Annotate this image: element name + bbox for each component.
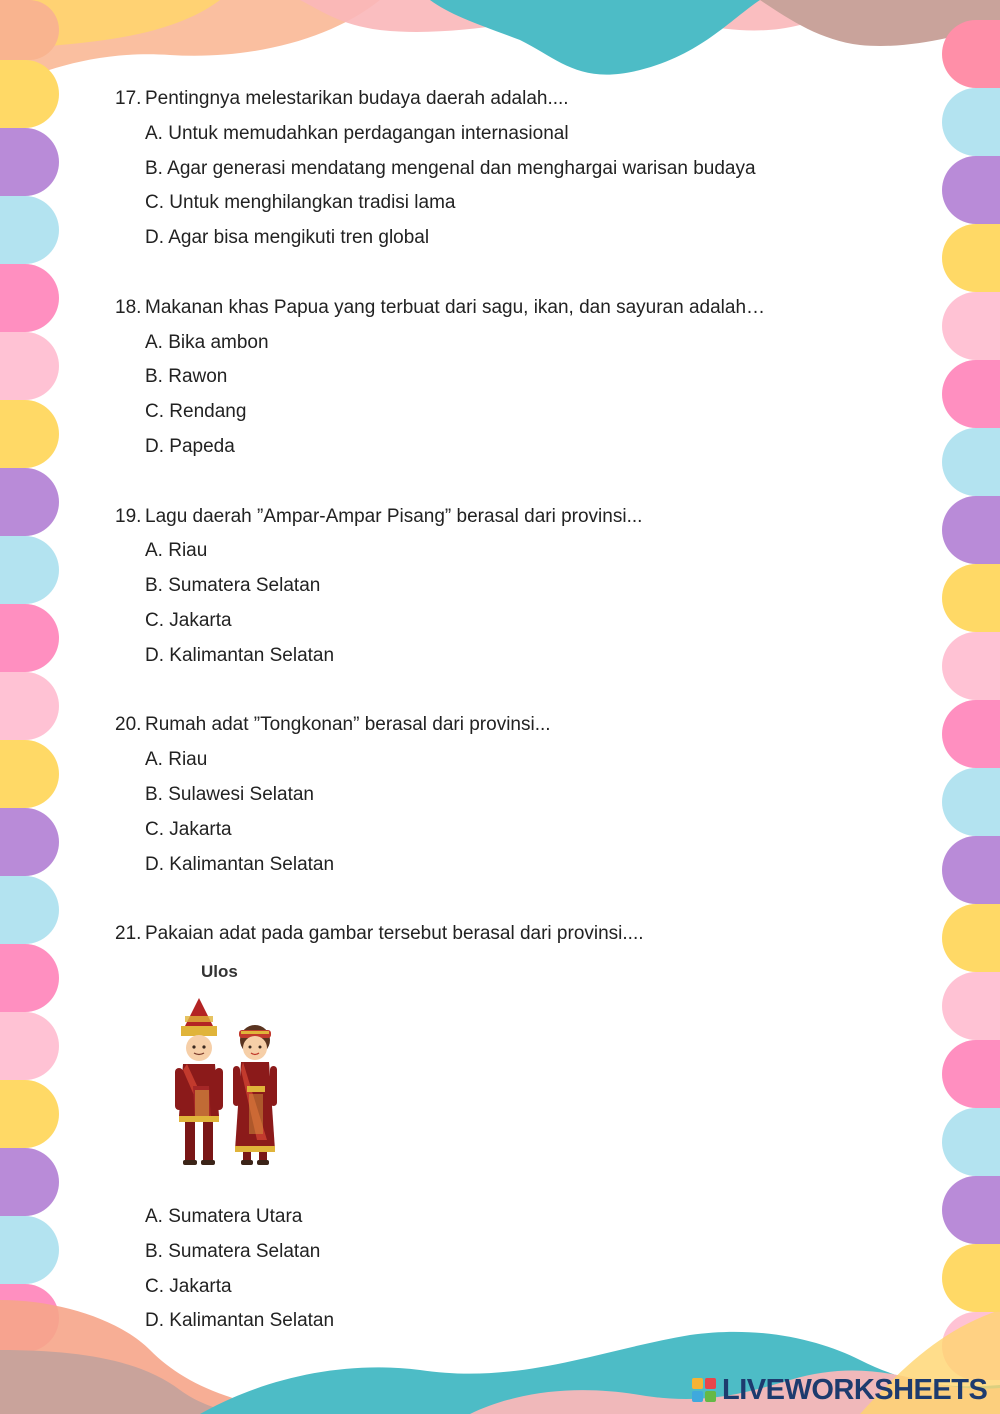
- liveworksheets-logo-icon: [692, 1378, 716, 1402]
- question-row: [115, 500, 915, 535]
- top-wave-teal: [430, 0, 760, 75]
- question-text: Pakaian adat pada gambar tersebut berasal dari provinsi....: [145, 923, 644, 945]
- option-b[interactable]: B. Agar generasi mendatang mengenal dan menghargai warisan budaya: [145, 157, 756, 179]
- question-text: Pentingnya melestarikan budaya daerah adalah....: [145, 88, 569, 109]
- question-number: 20.: [115, 714, 142, 736]
- option-b[interactable]: B. Sumatera Selatan: [145, 575, 321, 597]
- question-18: [115, 291, 915, 465]
- option-c[interactable]: C. Jakarta: [145, 609, 232, 631]
- question-row: [115, 82, 915, 117]
- question-21: [115, 917, 915, 1339]
- question-row: [115, 917, 915, 952]
- left-pill-column: [0, 0, 59, 1414]
- question-text: Makanan khas Papua yang terbuat dari sagu, ikan, dan sayuran adalah…: [145, 296, 766, 318]
- option-a[interactable]: A. Riau: [145, 540, 208, 562]
- brand-name: LIVEWORKSHEETS: [722, 1373, 988, 1406]
- worksheet-content: [115, 82, 915, 1374]
- woman-figure: [233, 1025, 277, 1165]
- option-d[interactable]: D. Kalimantan Selatan: [145, 1310, 335, 1332]
- question-number: 18.: [115, 296, 142, 318]
- liveworksheets-brand[interactable]: [692, 1373, 992, 1407]
- option-c[interactable]: C. Jakarta: [145, 1275, 232, 1297]
- option-a[interactable]: A. Untuk memudahkan perdagangan internasional: [145, 122, 569, 144]
- traditional-costume-couple-icon: [163, 990, 293, 1170]
- question-number: 19.: [115, 505, 142, 527]
- option-c[interactable]: C. Jakarta: [145, 818, 232, 840]
- option-b[interactable]: B. Sulawesi Selatan: [145, 783, 314, 805]
- costume-figure: [163, 962, 323, 1192]
- question-number: 17.: [115, 88, 142, 109]
- option-d[interactable]: D. Agar bisa mengikuti tren global: [145, 227, 430, 249]
- option-b[interactable]: B. Rawon: [145, 366, 228, 388]
- option-a[interactable]: A. Sumatera Utara: [145, 1205, 303, 1227]
- option-c[interactable]: C. Rendang: [145, 401, 247, 423]
- option-c[interactable]: C. Untuk menghilangkan tradisi lama: [145, 192, 456, 214]
- question-number: 21.: [115, 923, 142, 945]
- option-a[interactable]: A. Bika ambon: [145, 331, 269, 353]
- right-pill-column: [942, 20, 1000, 1380]
- man-figure: [175, 998, 223, 1165]
- question-text: Rumah adat ”Tongkonan” berasal dari provinsi...: [145, 714, 551, 736]
- option-d[interactable]: D. Kalimantan Selatan: [145, 644, 335, 666]
- question-text: Lagu daerah ”Ampar-Ampar Pisang” berasal dari provinsi...: [145, 505, 643, 527]
- question-19: [115, 500, 915, 674]
- option-d[interactable]: D. Kalimantan Selatan: [145, 853, 335, 875]
- figure-label: Ulos: [201, 961, 238, 981]
- question-row: [115, 708, 915, 743]
- question-17: [115, 82, 915, 256]
- option-b[interactable]: B. Sumatera Selatan: [145, 1240, 321, 1262]
- question-row: [115, 291, 915, 326]
- option-a[interactable]: A. Riau: [145, 749, 208, 771]
- question-20: [115, 708, 915, 882]
- option-d[interactable]: D. Papeda: [145, 435, 235, 457]
